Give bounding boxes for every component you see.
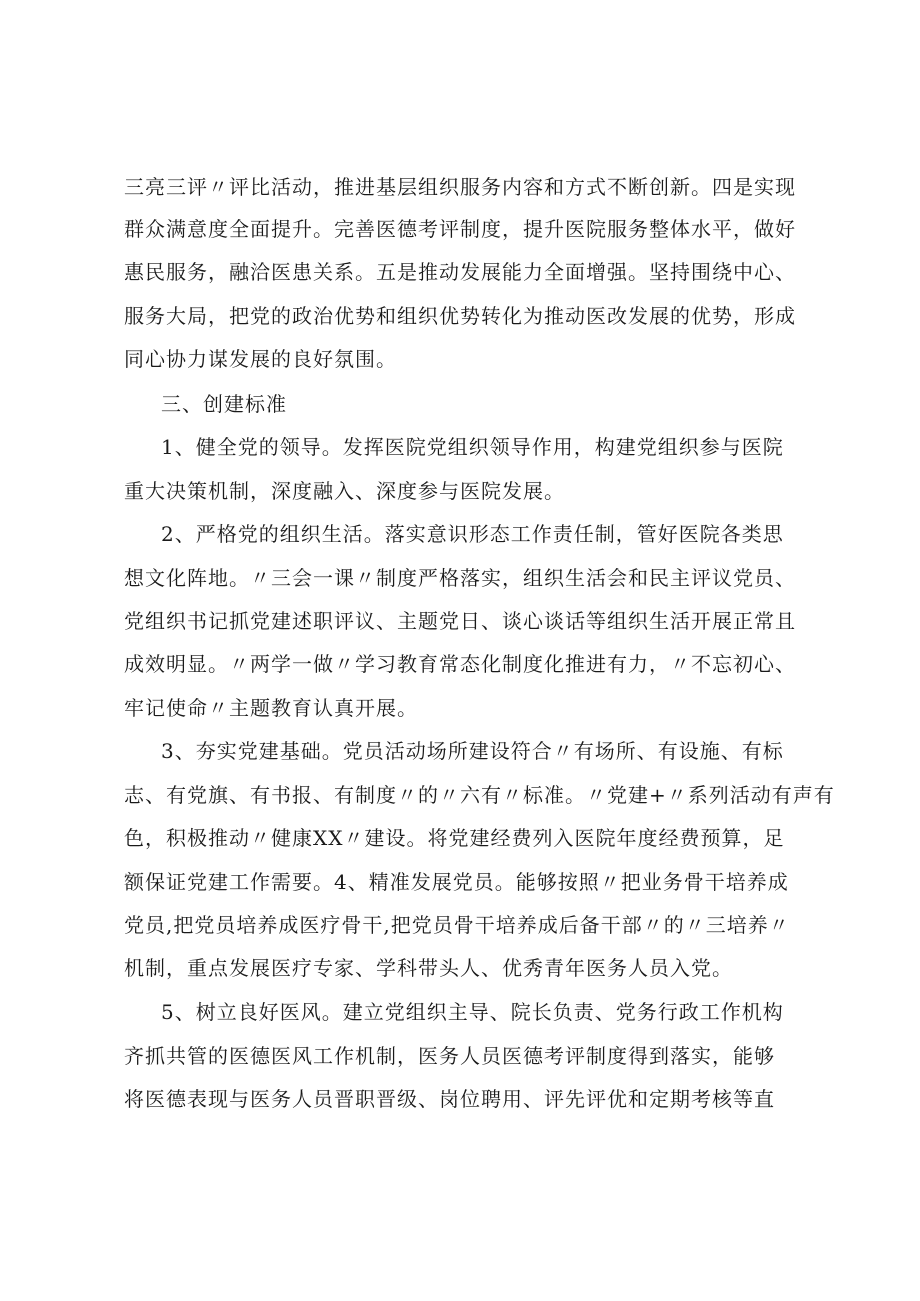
text-line-5: 同心协力谋发展的良好氛围。	[124, 347, 397, 371]
text-line-8: 重大决策机制，深度融入、深度参与医院发展。	[124, 479, 565, 503]
text-line-11: 党组织书记抓党建述职评议、主题党日、谈心谈话等组织生活开展正常且	[124, 609, 796, 633]
text-line-7: 1、健全党的领导。发挥医院党组织领导作用，构建党组织参与医院	[161, 435, 784, 459]
text-line-19: 机制，重点发展医疗专家、学科带头人、优秀青年医务人员入党。	[124, 956, 733, 980]
section-heading: 三、创建标准	[161, 392, 287, 416]
text-line-15: 志、有党旗、有书报、有制度〃的〃六有〃标准。〃党建+〃系列活动有声有	[124, 783, 835, 807]
text-line-2: 群众满意度全面提升。完善医德考评制度，提升医院服务整体水平，做好	[124, 217, 796, 241]
text-line-13: 牢记使命〃主题教育认真开展。	[124, 696, 418, 720]
text-line-20: 5、树立良好医风。建立党组织主导、院长负责、党务行政工作机构	[161, 1000, 784, 1024]
text-line-16: 色，积极推动〃健康XX〃建设。将党建经费列入医院年度经费预算，足	[124, 826, 785, 850]
text-line-14: 3、夯实党建基础。党员活动场所建设符合〃有场所、有设施、有标	[161, 739, 784, 763]
text-line-18: 党员,把党员培养成医疗骨干,把党员骨干培养成后备干部〃的〃三培养〃	[124, 913, 790, 937]
text-line-12: 成效明显。〃两学一做〃学习教育常态化制度化推进有力，〃不忘初心、	[124, 652, 796, 676]
text-line-1: 三亮三评〃评比活动，推进基层组织服务内容和方式不断创新。四是实现	[124, 175, 796, 199]
text-line-4: 服务大局，把党的政治优势和组织优势转化为推动医改发展的优势，形成	[124, 304, 796, 328]
text-line-10: 想文化阵地。〃三会一课〃制度严格落实，组织生活会和民主评议党员、	[124, 566, 796, 590]
text-line-22: 将医德表现与医务人员晋职晋级、岗位聘用、评先评优和定期考核等直	[124, 1087, 775, 1111]
text-line-3: 惠民服务，融洽医患关系。五是推动发展能力全面增强。坚持围绕中心、	[124, 260, 796, 284]
text-line-9: 2、严格党的组织生活。落实意识形态工作责任制，管好医院各类思	[161, 522, 784, 546]
text-line-21: 齐抓共管的医德医风工作机制，医务人员医德考评制度得到落实，能够	[124, 1044, 775, 1068]
text-line-17: 额保证党建工作需要。4、精准发展党员。能够按照〃把业务骨干培养成	[124, 870, 789, 894]
